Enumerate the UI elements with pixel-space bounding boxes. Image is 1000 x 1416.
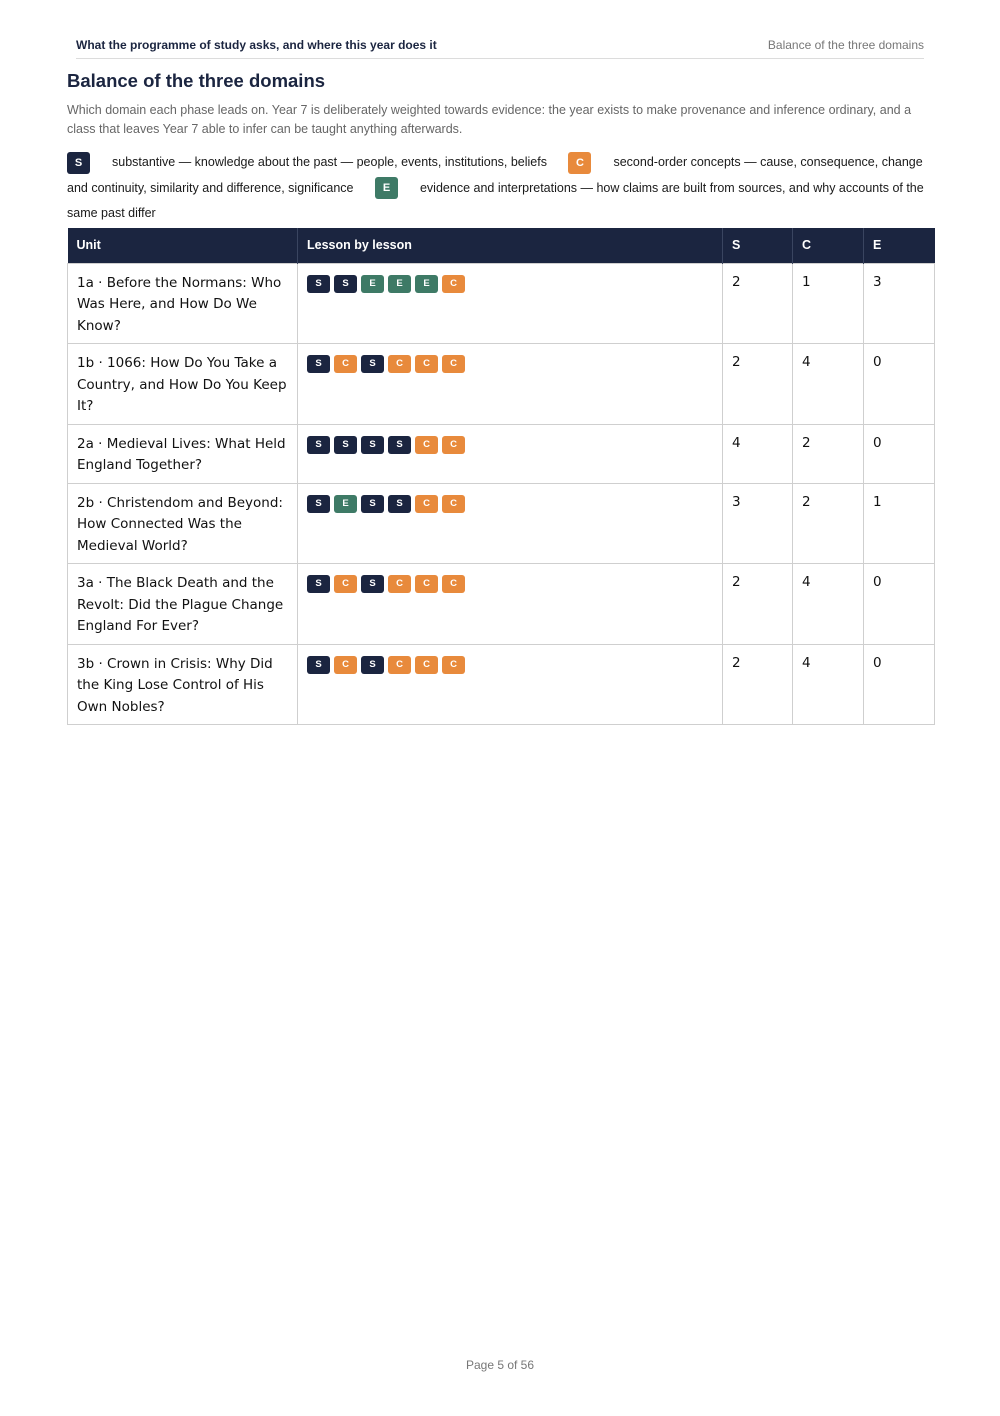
column-header-unit: Unit (68, 228, 298, 263)
domain-balance-table (67, 228, 935, 725)
count-cell-c: 4 (793, 344, 864, 425)
lesson-domain-chip: S (361, 656, 384, 674)
lesson-domain-chip: C (442, 275, 465, 293)
column-header-e: E (864, 228, 935, 263)
lesson-chip-group (307, 353, 713, 373)
lesson-domain-chip: S (307, 275, 330, 293)
lesson-domain-chip: S (307, 355, 330, 373)
lessons-cell (298, 263, 723, 344)
lesson-domain-chip: S (334, 275, 357, 293)
table-row (68, 564, 935, 645)
page-number: Page 5 of 56 (465, 1358, 535, 1372)
lesson-domain-chip: C (442, 575, 465, 593)
header-section-title: What the programme of study asks, and where this year does it (76, 38, 437, 52)
lessons-cell (298, 483, 723, 564)
legend-key-second-order: C (568, 152, 591, 174)
lesson-domain-chip: C (334, 656, 357, 674)
legend-key-evidence: E (375, 177, 398, 199)
column-header-s: S (723, 228, 793, 263)
count-cell-c: 1 (793, 263, 864, 344)
count-cell-e: 0 (864, 644, 935, 725)
lesson-chip-group (307, 493, 713, 513)
table-header-row (68, 228, 935, 263)
table-body (68, 263, 935, 725)
running-header (76, 37, 924, 59)
count-cell-e: 1 (864, 483, 935, 564)
count-cell-c: 2 (793, 424, 864, 483)
lesson-domain-chip: S (361, 436, 384, 454)
lesson-domain-chip: S (307, 575, 330, 593)
domain-legend (67, 150, 937, 227)
lesson-domain-chip: S (307, 495, 330, 513)
count-cell-s: 2 (723, 564, 793, 645)
count-cell-s: 2 (723, 263, 793, 344)
lesson-domain-chip: C (415, 495, 438, 513)
legend-text-second-order: second-order concepts — cause, consequence, change and continuity, similarity and difference, significance (67, 155, 923, 195)
count-cell-s: 2 (723, 344, 793, 425)
lesson-chip-group (307, 434, 713, 454)
unit-cell: 3b · Crown in Crisis: Why Did the King Lose Control of His Own Nobles? (68, 644, 298, 725)
count-cell-e: 3 (864, 263, 935, 344)
intro-paragraph: Which domain each phase leads on. Year 7 is deliberately weighted towards evidence: the year exists to make provenance and inference ordinary, and a class that leaves Year 7 able to infer can be taught anything afterwards. (67, 103, 912, 136)
lesson-domain-chip: C (415, 436, 438, 454)
legend-text-substantive: substantive — knowledge about the past — people, events, institutions, beliefs (112, 155, 547, 169)
lesson-domain-chip: C (388, 656, 411, 674)
unit-cell: 2b · Christendom and Beyond: How Connected Was the Medieval World? (68, 483, 298, 564)
lesson-domain-chip: C (334, 355, 357, 373)
lesson-domain-chip: S (307, 436, 330, 454)
count-cell-c: 2 (793, 483, 864, 564)
count-cell-s: 2 (723, 644, 793, 725)
table-row (68, 263, 935, 344)
lessons-cell (298, 344, 723, 425)
lesson-domain-chip: C (334, 575, 357, 593)
unit-cell: 2a · Medieval Lives: What Held England Together? (68, 424, 298, 483)
lesson-chip-group (307, 573, 713, 593)
lesson-domain-chip: E (415, 275, 438, 293)
header-page-topic: Balance of the three domains (767, 38, 924, 52)
lesson-domain-chip: C (415, 575, 438, 593)
count-cell-e: 0 (864, 344, 935, 425)
table-row (68, 644, 935, 725)
lessons-cell (298, 644, 723, 725)
lesson-domain-chip: E (388, 275, 411, 293)
lesson-domain-chip: C (442, 656, 465, 674)
lesson-domain-chip: C (442, 355, 465, 373)
lesson-domain-chip: C (442, 495, 465, 513)
lesson-domain-chip: C (442, 436, 465, 454)
lesson-domain-chip: S (361, 495, 384, 513)
lesson-domain-chip: S (388, 495, 411, 513)
unit-cell: 1a · Before the Normans: Who Was Here, and How Do We Know? (68, 263, 298, 344)
count-cell-e: 0 (864, 564, 935, 645)
column-header-lessons: Lesson by lesson (298, 228, 723, 263)
lesson-domain-chip: S (361, 575, 384, 593)
unit-cell: 1b · 1066: How Do You Take a Country, and How Do You Keep It? (68, 344, 298, 425)
column-header-c: C (793, 228, 864, 263)
lessons-cell (298, 424, 723, 483)
count-cell-s: 3 (723, 483, 793, 564)
lesson-domain-chip: C (415, 355, 438, 373)
lesson-domain-chip: C (388, 575, 411, 593)
lesson-domain-chip: E (334, 495, 357, 513)
count-cell-c: 4 (793, 644, 864, 725)
legend-key-substantive: S (67, 152, 90, 174)
lesson-domain-chip: C (388, 355, 411, 373)
lessons-cell (298, 564, 723, 645)
lesson-domain-chip: S (307, 656, 330, 674)
lesson-domain-chip: S (388, 436, 411, 454)
unit-cell: 3a · The Black Death and the Revolt: Did the Plague Change England For Ever? (68, 564, 298, 645)
lesson-chip-group (307, 273, 713, 293)
table-row (68, 483, 935, 564)
lesson-domain-chip: S (361, 355, 384, 373)
lesson-domain-chip: E (361, 275, 384, 293)
count-cell-s: 4 (723, 424, 793, 483)
page-title: Balance of the three domains (67, 70, 326, 91)
lesson-domain-chip: S (334, 436, 357, 454)
table-row (68, 344, 935, 425)
count-cell-c: 4 (793, 564, 864, 645)
table-row (68, 424, 935, 483)
lesson-chip-group (307, 654, 713, 674)
count-cell-e: 0 (864, 424, 935, 483)
lesson-domain-chip: C (415, 656, 438, 674)
legend-text-evidence: evidence and interpretations — how claims are built from sources, and why accounts of the same past differ (67, 180, 924, 220)
